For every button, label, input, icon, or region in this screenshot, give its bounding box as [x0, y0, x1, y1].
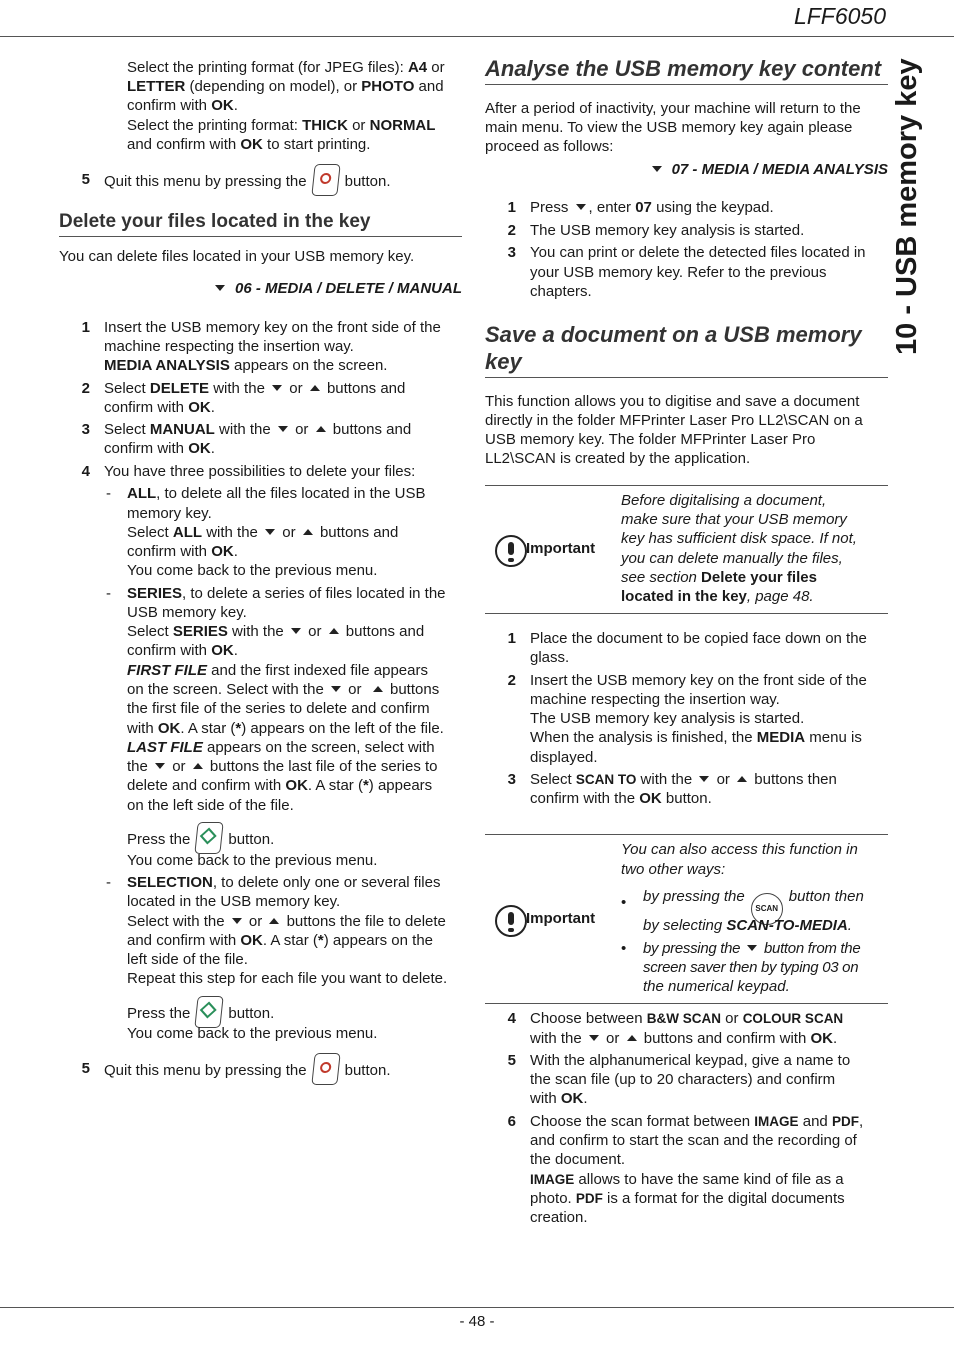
save-intro-1: This function allows you to digitise and save a document [485, 393, 860, 410]
analyse-intro-2: main menu. To view the USB memory key again please [485, 119, 853, 136]
up-arrow-icon [303, 529, 313, 535]
analyse-step-3-line-1: You can print or delete the detected files located in [530, 244, 866, 261]
series-line-6: on the screen. Select with the or buttons [127, 681, 440, 698]
save-intro-2: directly in the folder MFPrinter Laser Pro LL2\SCAN on a [485, 412, 863, 429]
all-line-3: Select ALL with the or buttons and [127, 524, 399, 541]
analyse-step-3-line-2: your USB memory key. Refer to the previous [530, 264, 827, 281]
important-option-2-line-1: by pressing the button from the [643, 940, 861, 957]
delete-step-1-line-2: machine respecting the insertion way. [104, 338, 354, 355]
analyse-menu-path: 07 - MEDIA / MEDIA ANALYSIS [649, 160, 888, 179]
intro-line-5: and confirm with OK to start printing. [127, 136, 371, 153]
step-number: 3 [507, 771, 516, 788]
up-arrow-icon [193, 763, 203, 769]
save-step-4-line-1: Choose between B&W SCAN or COLOUR SCAN [530, 1010, 844, 1027]
important-label: Important [526, 540, 596, 557]
up-arrow-icon [316, 426, 326, 432]
intro-line-3: confirm with OK. [127, 97, 238, 114]
selection-line-4: and confirm with OK. A star (*) appears on the [127, 932, 434, 949]
up-arrow-icon [269, 918, 279, 924]
delete-step-1-line-1: Insert the USB memory key on the front side of the [104, 319, 441, 336]
series-line-3: Select SERIES with the or buttons and [127, 623, 425, 640]
menu-down-arrow-icon [652, 166, 662, 172]
series-line-4: confirm with OK. [127, 642, 238, 659]
important-option-2-line-2: screen saver then by typing 03 on [643, 959, 859, 976]
important-note-line-1: You can also access this function in [621, 841, 858, 858]
important-label: Important [526, 910, 596, 927]
warning-icon [495, 905, 527, 937]
ok-button-icon [195, 822, 224, 854]
page-number: - 48 - [459, 1313, 495, 1330]
step-number: 3 [507, 244, 516, 261]
step-number: 6 [507, 1113, 516, 1130]
delete-step-3-line-1: Select MANUAL with the or buttons and [104, 421, 412, 438]
selection-line-3: Select with the or buttons the file to delete [127, 913, 446, 930]
list-dash: - [106, 485, 111, 502]
down-arrow-icon [291, 628, 301, 634]
step-number: 2 [81, 380, 90, 397]
series-line-1: SERIES, to delete a series of files located in the [127, 585, 446, 602]
series-press-ok: Press the button. [127, 822, 274, 854]
intro-line-1: Select the printing format (for JPEG files): A4 or [127, 59, 445, 76]
selection-press-ok: Press the button. [127, 996, 274, 1028]
all-line-2: memory key. [127, 505, 212, 522]
intro-line-4: Select the printing format: THICK or NORMAL [127, 117, 436, 134]
save-heading-rule [485, 377, 888, 378]
series-line-7: the first file of the series to delete and confirm [127, 700, 430, 717]
bullet: • [621, 894, 627, 911]
save-step-2-line-4: When the analysis is finished, the MEDIA menu is [530, 729, 862, 746]
all-line-4: confirm with OK. [127, 543, 238, 560]
scan-button-icon: SCAN [751, 893, 783, 925]
save-step-5-line-2: the scan file (up to 20 characters) and confirm [530, 1071, 836, 1088]
selection-line-1: SELECTION, to delete only one or several files [127, 874, 441, 891]
series-line-5: FIRST FILE and the first indexed file appears [127, 662, 428, 679]
analyse-intro-1: After a period of inactivity, your machine will return to the [485, 100, 861, 117]
important-box-top-rule [485, 834, 888, 835]
delete-section-heading: Delete your files located in the key [59, 211, 371, 232]
save-step-5-line-1: With the alphanumerical keypad, give a name to [530, 1052, 851, 1069]
important-note-line-5: see section Delete your files [621, 569, 817, 586]
important-note-line-2: make sure that your USB memory [621, 511, 847, 528]
important-option-1-line-1: by pressing theSCANbutton then [643, 887, 864, 925]
delete-intro: You can delete files located in your USB memory key. [59, 248, 415, 265]
save-step-2-line-1: Insert the USB memory key on the front side of the [530, 672, 867, 689]
save-step-1-line-2: glass. [530, 649, 570, 666]
up-arrow-icon [737, 776, 747, 782]
down-arrow-icon [576, 204, 586, 210]
down-arrow-icon [232, 918, 242, 924]
delete-step-4: You have three possibilities to delete your files: [104, 463, 416, 480]
delete-step-3-line-2: confirm with OK. [104, 440, 215, 457]
save-step-6-line-6: creation. [530, 1209, 588, 1226]
save-step-1-line-1: Place the document to be copied face down on the [530, 630, 867, 647]
series-line-9: LAST FILE appears on the screen, select with [127, 739, 435, 756]
important-box-top-rule [485, 485, 888, 486]
save-step-2-line-2: machine respecting the insertion way. [530, 691, 780, 708]
up-arrow-icon [627, 1035, 637, 1041]
stop-button-icon [311, 1053, 340, 1085]
down-arrow-icon [699, 776, 709, 782]
save-step-6-line-1: Choose the scan format between IMAGE and PDF, [530, 1113, 864, 1130]
step-number: 2 [507, 222, 516, 239]
series-line-12: on the left side of the file. [127, 797, 294, 814]
down-arrow-icon [155, 763, 165, 769]
save-step-6-line-4: IMAGE allows to have the same kind of file as a [530, 1171, 844, 1188]
important-option-1-line-2: by selecting SCAN-TO-MEDIA. [643, 917, 852, 934]
warning-icon [495, 535, 527, 567]
save-step-6-line-3: the document. [530, 1151, 626, 1168]
series-line-10: the or buttons the last file of the series to [127, 758, 438, 775]
save-intro-4: LL2\SCAN is created by the application. [485, 450, 751, 467]
intro-line-2: LETTER (depending on model), or PHOTO and [127, 78, 444, 95]
step-number: 4 [81, 463, 90, 480]
step-5-bottom: Quit this menu by pressing the button. [104, 1053, 390, 1085]
selection-line-5: left side of the file. [127, 951, 248, 968]
footer-rule [0, 1307, 954, 1308]
save-section-heading-line-1: Save a document on a USB memory [485, 322, 862, 347]
delete-heading-rule [59, 236, 462, 237]
important-note-line-2: two other ways: [621, 861, 726, 878]
save-step-3-line-2: confirm with the OK button. [530, 790, 712, 807]
save-step-4-line-2: with the or buttons and confirm with OK. [530, 1030, 838, 1047]
step-number: 5 [81, 171, 90, 188]
important-box-bottom-rule [485, 613, 888, 614]
save-step-2-line-3: The USB memory key analysis is started. [530, 710, 805, 727]
step-number: 1 [507, 630, 516, 647]
delete-menu-path: 06 - MEDIA / DELETE / MANUAL [212, 279, 462, 298]
step-number: 4 [507, 1010, 516, 1027]
analyse-step-1: Press , enter 07 using the keypad. [530, 199, 774, 216]
save-section-heading-line-2: key [485, 349, 522, 374]
step-number: 1 [81, 319, 90, 336]
save-intro-3: USB memory key. The folder MFPrinter Laser Pro [485, 431, 816, 448]
important-note-line-3: key has sufficient disk space. If not, [621, 530, 857, 547]
stop-button-icon [311, 164, 340, 196]
important-note-line-6: located in the key, page 48. [621, 588, 814, 605]
step-number: 2 [507, 672, 516, 689]
up-arrow-icon [373, 686, 383, 692]
important-note-line-4: you can delete manually the files, [621, 550, 843, 567]
selection-line-6: Repeat this step for each file you want to delete. [127, 970, 448, 987]
step-number: 5 [81, 1060, 90, 1077]
header-rule [0, 36, 954, 37]
series-back: You come back to the previous menu. [127, 852, 378, 869]
selection-line-2: located in the USB memory key. [127, 893, 341, 910]
step-number: 1 [507, 199, 516, 216]
series-line-8: with OK. A star (*) appears on the left of the file. [127, 720, 444, 737]
save-step-6-line-5: photo. PDF is a format for the digital documents [530, 1190, 845, 1207]
up-arrow-icon [310, 385, 320, 391]
save-step-3-line-1: Select SCAN TO with the or buttons then [530, 771, 837, 788]
bullet: • [621, 940, 627, 957]
delete-step-2-line-1: Select DELETE with the or buttons and [104, 380, 406, 397]
selection-back: You come back to the previous menu. [127, 1025, 378, 1042]
step-number: 5 [507, 1052, 516, 1069]
important-note-line-1: Before digitalising a document, [621, 492, 827, 509]
important-box-bottom-rule [485, 1003, 888, 1004]
delete-step-1-line-3: MEDIA ANALYSIS appears on the screen. [104, 357, 388, 374]
save-step-5-line-3: with OK. [530, 1090, 588, 1107]
down-arrow-icon [265, 529, 275, 535]
up-arrow-icon [329, 628, 339, 634]
analyse-section-heading: Analyse the USB memory key content [485, 56, 882, 81]
series-line-2: USB memory key. [127, 604, 247, 621]
down-arrow-icon [278, 426, 288, 432]
list-dash: - [106, 585, 111, 602]
step-number: 3 [81, 421, 90, 438]
analyse-step-3-line-3: chapters. [530, 283, 592, 300]
analyse-heading-rule [485, 84, 888, 85]
all-line-5: You come back to the previous menu. [127, 562, 378, 579]
down-arrow-icon [331, 686, 341, 692]
save-step-2-line-5: displayed. [530, 749, 598, 766]
down-arrow-icon [747, 945, 757, 951]
important-option-2-line-3: the numerical keypad. [643, 978, 790, 995]
down-arrow-icon [272, 385, 282, 391]
delete-step-2-line-2: confirm with OK. [104, 399, 215, 416]
analyse-intro-3: proceed as follows: [485, 138, 614, 155]
down-arrow-icon [589, 1035, 599, 1041]
list-dash: - [106, 874, 111, 891]
series-line-11: delete and confirm with OK. A star (*) appears [127, 777, 433, 794]
step-5-top: Quit this menu by pressing the button. [104, 164, 390, 196]
save-step-6-line-2: and confirm to start the scan and the recording of [530, 1132, 857, 1149]
all-line-1: ALL, to delete all the files located in the USB [127, 485, 426, 502]
menu-down-arrow-icon [215, 285, 225, 291]
model-name: LFF6050 [793, 3, 886, 29]
analyse-step-2: The USB memory key analysis is started. [530, 222, 805, 239]
